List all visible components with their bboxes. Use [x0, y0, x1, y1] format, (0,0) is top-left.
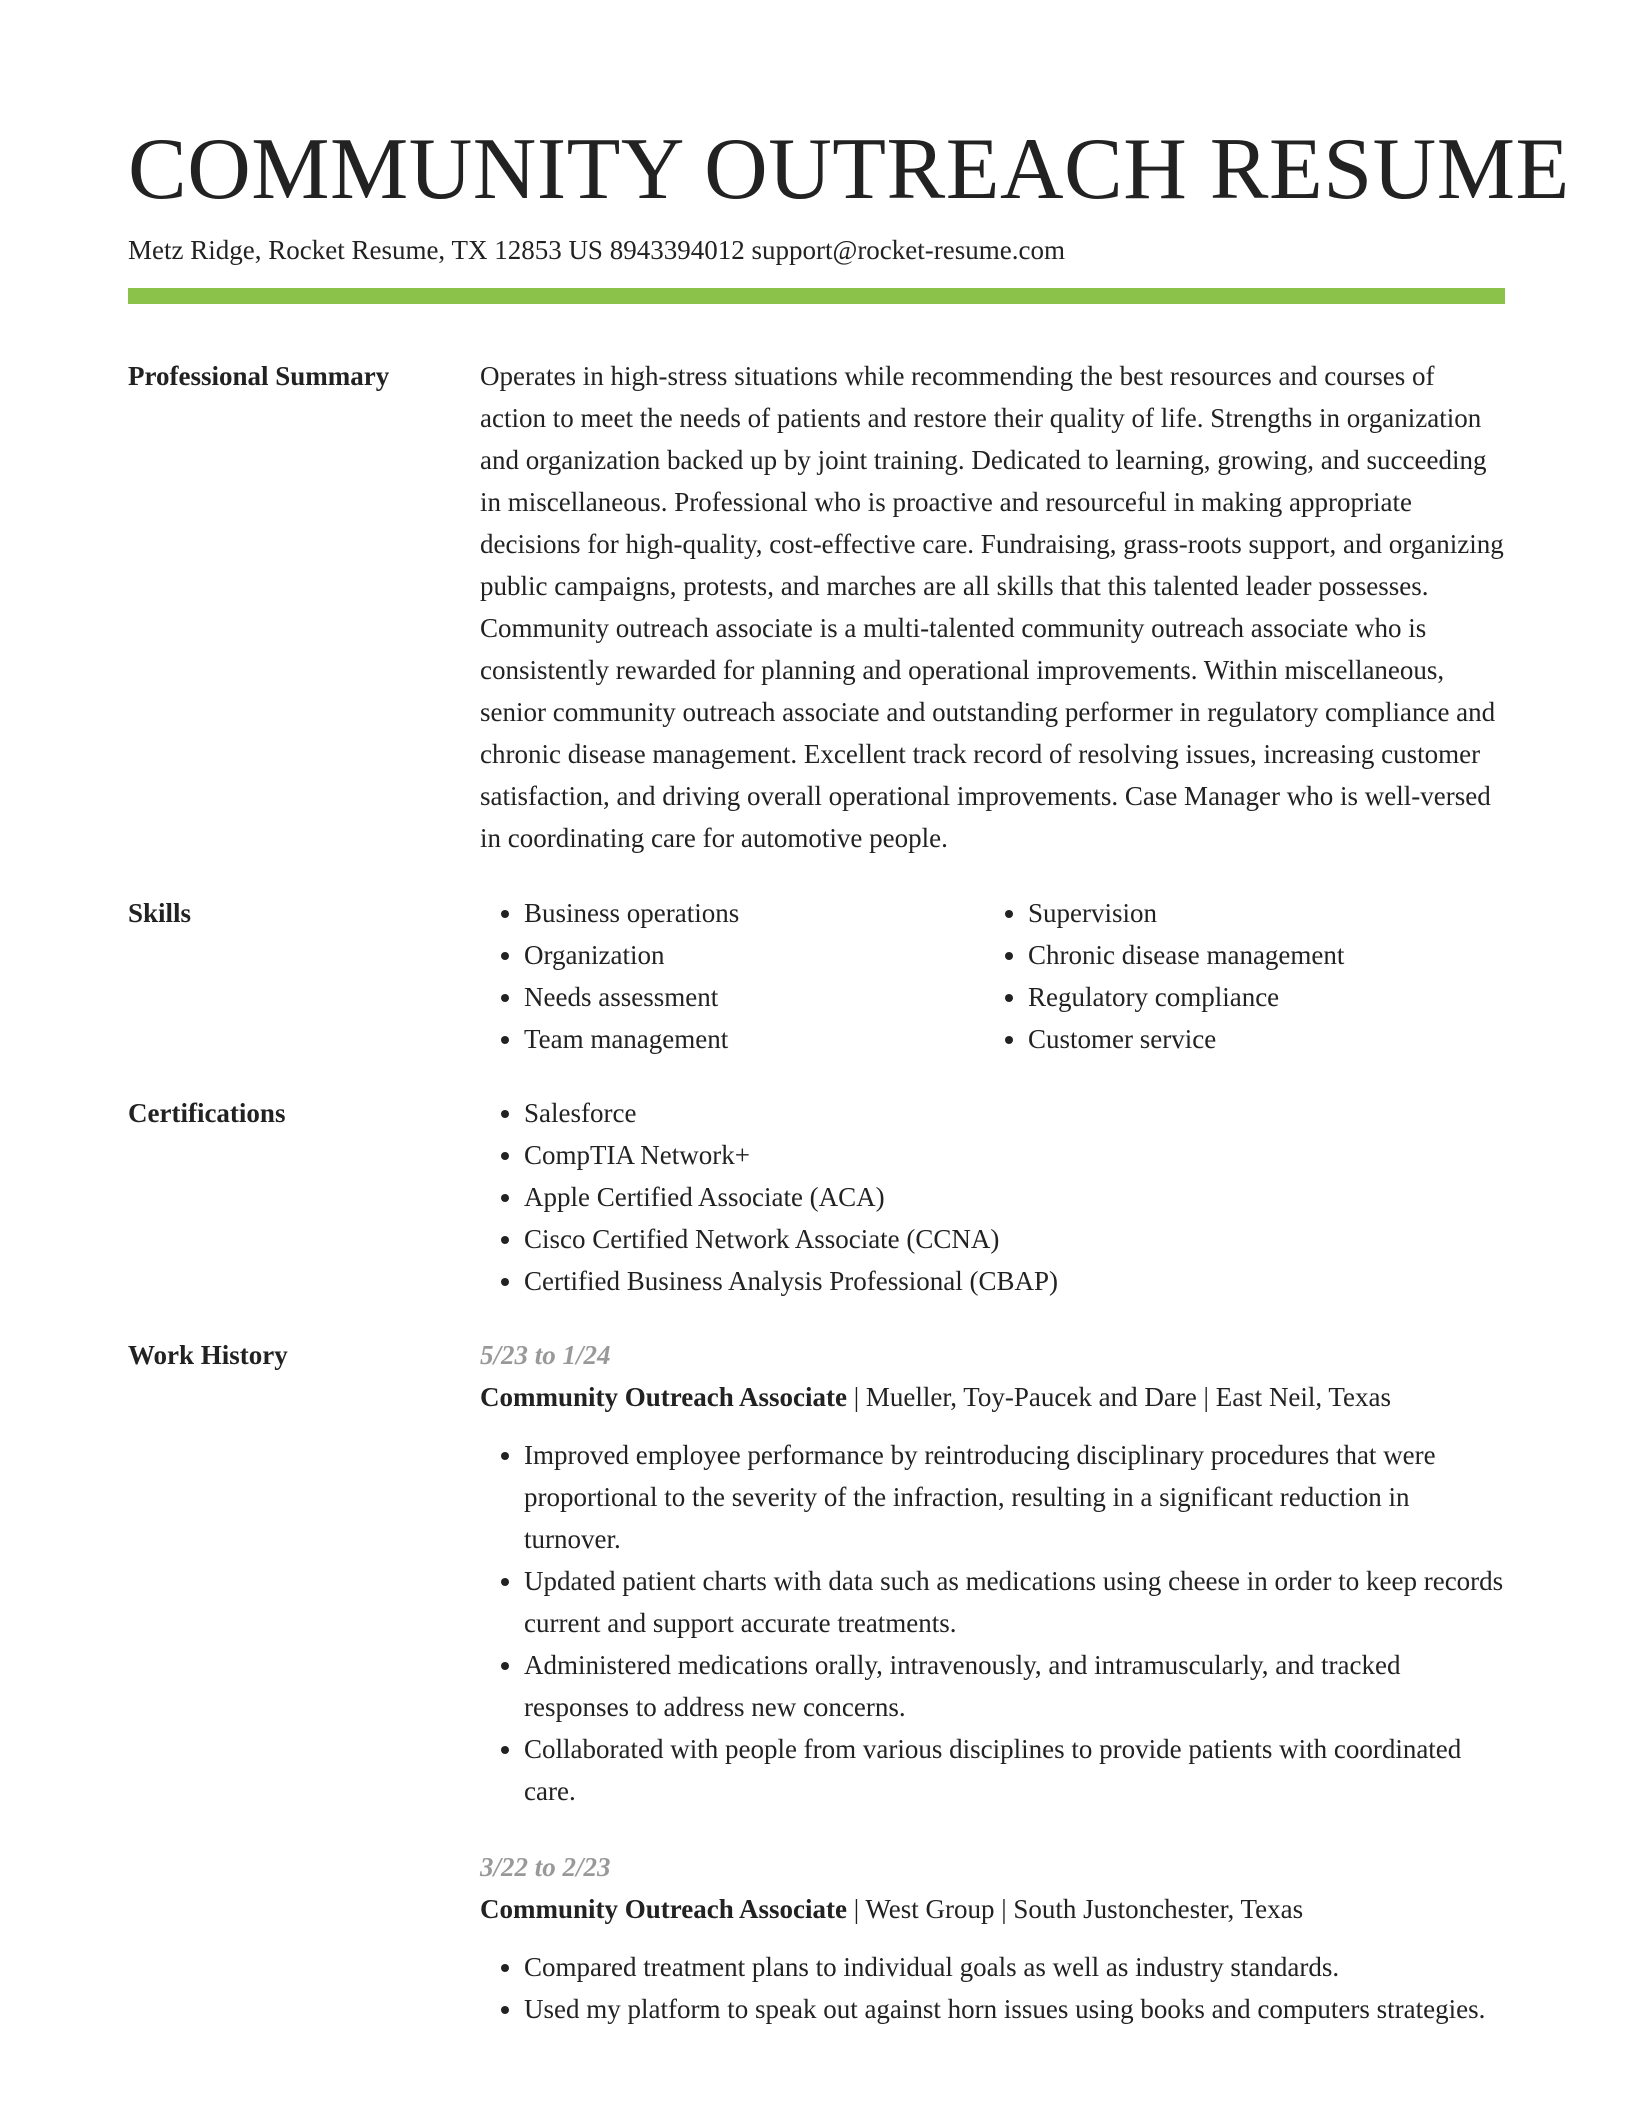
job-details: | West Group | South Justonchester, Texas — [846, 1894, 1304, 1924]
section-heading: Professional Summary — [128, 361, 390, 391]
section-heading: Work History — [128, 1340, 288, 1370]
work-history-section — [128, 1334, 1505, 2030]
job-title: Community Outreach Associate — [480, 1894, 847, 1924]
certification-item: • CompTIA Network+ — [524, 1134, 1505, 1176]
resume-title: COMMUNITY OUTREACH RESUME — [128, 121, 1570, 218]
certifications-list — [480, 1092, 1505, 1302]
skill-item: • Customer service — [1028, 1018, 1528, 1060]
skill-item: • Supervision — [1028, 892, 1528, 934]
professional-summary-section — [128, 355, 1505, 859]
skills-section — [128, 892, 1505, 1060]
skills-grid — [480, 892, 1528, 1060]
skill-item: • Chronic disease management — [1028, 934, 1528, 976]
section-heading: Certifications — [128, 1098, 286, 1128]
certification-item: • Salesforce — [524, 1092, 1505, 1134]
summary-text: Operates in high-stress situations while recommending the best resources and courses of action to meet the needs of patients and restore their quality of life. Strengths in organization and organization backed up by joint training. Dedicated to learning, growing, and succeeding in miscellaneous. Professional who is proactive and resourceful in making appropriate decisions for high-quality, cost-effective care. Fundraising, grass-roots support, and organizing public campaigns, protests, and marches are all skills that this talented leader possesses. Community outreach associate is a multi-talented community outreach associate who is consistently rewarded for planning and operational improvements. Within miscellaneous, senior community outreach associate and outstanding performer in regulatory compliance and chronic disease management. Excellent track record of resolving issues, increasing customer satisfaction, and driving overall operational improvements. Case Manager who is well-versed in coordinating care for automotive people. — [480, 361, 1504, 853]
job-title-line — [480, 1376, 1505, 1418]
job-bullet: • Used my platform to speak out against horn issues using books and computers strategies. — [524, 1988, 1505, 2030]
resume-page — [128, 0, 1570, 2030]
job-bullet: • Improved employee performance by reintroducing disciplinary procedures that were proportional to the severity of the infraction, resulting in a significant reduction in turnover. — [524, 1434, 1505, 1560]
job-dates: 5/23 to 1/24 — [480, 1340, 611, 1370]
job-bullets — [480, 1946, 1505, 2030]
certifications-section — [128, 1092, 1505, 1302]
job-bullets — [480, 1434, 1505, 1812]
skills-column-right — [984, 892, 1528, 1060]
job-details: | Mueller, Toy-Paucek and Dare | East Neil, Texas — [846, 1382, 1392, 1412]
certification-item: • Apple Certified Associate (ACA) — [524, 1176, 1505, 1218]
skill-item: • Organization — [524, 934, 984, 976]
job-bullet: • Collaborated with people from various disciplines to provide patients with coordinated care. — [524, 1728, 1505, 1812]
certification-item: • Cisco Certified Network Associate (CCNA) — [524, 1218, 1505, 1260]
skill-item: • Regulatory compliance — [1028, 976, 1528, 1018]
job-title: Community Outreach Associate — [480, 1382, 847, 1412]
skill-item: • Business operations — [524, 892, 984, 934]
skill-item: • Team management — [524, 1018, 984, 1060]
section-heading: Skills — [128, 898, 192, 928]
work-history-body — [480, 1334, 1505, 2030]
job-bullet: • Administered medications orally, intravenously, and intramuscularly, and tracked responses to address new concerns. — [524, 1644, 1505, 1728]
skill-item: • Needs assessment — [524, 976, 984, 1018]
accent-divider — [128, 288, 1505, 304]
job-entry — [480, 1846, 1505, 2030]
certification-item: • Certified Business Analysis Professional (CBAP) — [524, 1260, 1505, 1302]
contact-line: Metz Ridge, Rocket Resume, TX 12853 US 8943394012 support@rocket-resume.com — [128, 235, 1065, 265]
certifications-body — [480, 1092, 1505, 1302]
job-bullet: • Compared treatment plans to individual goals as well as industry standards. — [524, 1946, 1505, 1988]
job-entry — [480, 1334, 1505, 1812]
job-dates: 3/22 to 2/23 — [480, 1852, 611, 1882]
job-title-line — [480, 1888, 1505, 1930]
skills-column-left — [480, 892, 984, 1060]
job-bullet: • Updated patient charts with data such as medications using cheese in order to keep records current and support accurate treatments. — [524, 1560, 1505, 1644]
